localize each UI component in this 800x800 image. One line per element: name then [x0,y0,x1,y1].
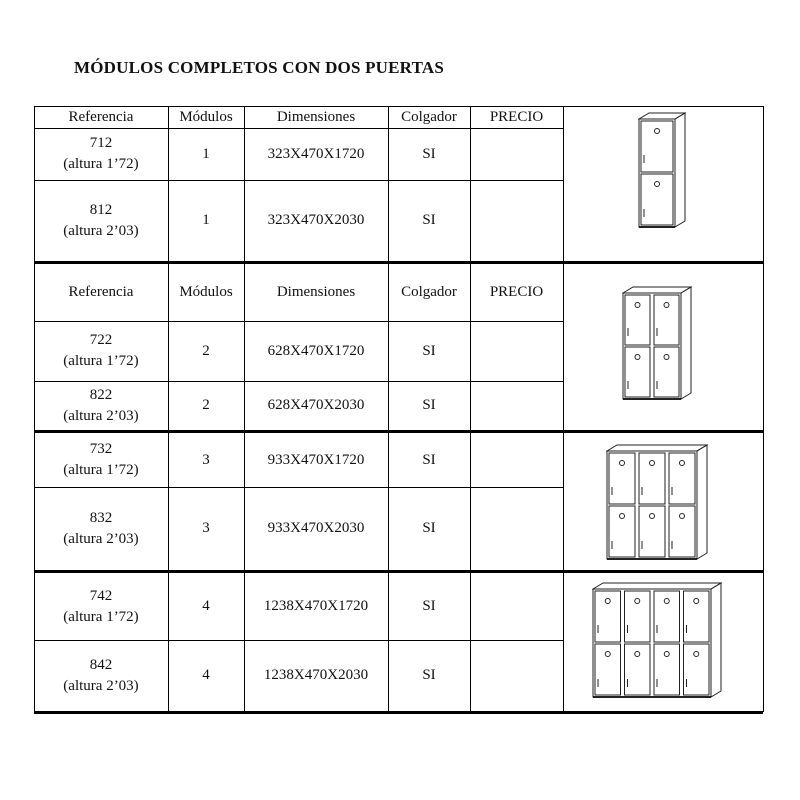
dimensions-value: 933X470X1720 [267,451,365,468]
header-label: PRECIO [489,284,544,300]
price-cell [470,128,563,180]
price-cell [470,640,563,711]
dimensions-cell [244,180,388,261]
dimensions-value: 933X470X2030 [267,520,365,536]
hanger-value: SI [422,598,436,614]
header-label: Dimensiones [276,284,356,300]
header-label: Referencia [68,284,134,300]
locker-1-module-icon [638,112,686,230]
reference-code: 742 [89,587,113,604]
hanger-cell [388,128,470,180]
hanger-value: SI [422,212,436,228]
hanger-cell [388,180,470,261]
dimensions-cell [244,433,388,487]
reference-height: (altura 1’72) [63,462,139,478]
dimensions-value: 1238X470X1720 [263,598,369,614]
locker-2-module-icon [622,286,692,402]
modules-value: 4 [202,598,210,614]
hanger-value: SI [422,145,436,162]
column-header [388,264,470,321]
dimensions-cell [244,640,388,711]
dimensions-value: 323X470X2030 [267,212,365,228]
modules-cell [168,381,244,430]
reference-code: 842 [89,656,113,673]
reference-cell [34,573,168,640]
reference-height: (altura 1’72) [63,353,139,369]
reference-height: (altura 2’03) [63,530,139,547]
dimensions-value: 1238X470X2030 [263,667,369,683]
hanger-value: SI [422,342,436,359]
hanger-cell [388,321,470,381]
reference-cell [34,180,168,261]
column-header [168,107,244,128]
hanger-value: SI [422,397,436,413]
header-label: Dimensiones [276,109,356,125]
modules-value: 1 [202,212,210,228]
modules-value: 2 [202,397,210,413]
reference-code: 722 [89,332,113,348]
price-cell [470,573,563,640]
reference-code: 732 [89,441,113,457]
reference-code: 832 [89,509,113,526]
locker-3-module-icon [606,444,708,562]
hanger-value: SI [422,667,436,683]
column-header [34,107,168,128]
dimensions-cell [244,381,388,430]
hanger-cell [388,640,470,711]
price-cell [470,487,563,570]
table-rule [763,106,764,712]
modules-value: 4 [202,667,210,683]
hanger-value: SI [422,451,436,468]
modules-value: 2 [202,342,210,359]
modules-cell [168,321,244,381]
header-label: Colgador [401,109,457,125]
hanger-cell [388,487,470,570]
reference-height: (altura 1’72) [63,156,139,172]
price-cell [470,433,563,487]
price-cell [470,180,563,261]
modules-cell [168,433,244,487]
price-cell [470,381,563,430]
dimensions-cell [244,487,388,570]
dimensions-cell [244,573,388,640]
dimensions-cell [244,128,388,180]
price-cell [470,321,563,381]
reference-cell [34,128,168,180]
dimensions-value: 628X470X1720 [267,342,365,359]
modules-cell [168,180,244,261]
reference-height: (altura 2’03) [63,677,139,694]
reference-cell [34,381,168,430]
reference-height: (altura 2’03) [63,222,139,239]
table-rule [563,106,564,712]
header-label: PRECIO [489,109,544,125]
modules-value: 3 [202,520,210,536]
header-label: Colgador [401,284,457,300]
reference-cell [34,321,168,381]
column-header [244,264,388,321]
hanger-cell [388,381,470,430]
reference-cell [34,433,168,487]
column-header [388,107,470,128]
locker-4-module-icon [592,582,722,700]
column-header [34,264,168,321]
reference-cell [34,640,168,711]
hanger-cell [388,433,470,487]
column-header [470,107,563,128]
page-title: MÓDULOS COMPLETOS CON DOS PUERTAS [74,58,444,77]
reference-code: 822 [89,386,113,403]
modules-cell [168,573,244,640]
column-header [470,264,563,321]
column-header [168,264,244,321]
reference-height: (altura 1’72) [63,608,139,625]
reference-code: 712 [89,135,113,151]
header-label: Módulos [179,284,233,300]
header-label: Referencia [68,109,134,125]
hanger-cell [388,573,470,640]
dimensions-value: 628X470X2030 [267,397,365,413]
column-header [244,107,388,128]
modules-value: 1 [202,145,210,162]
reference-cell [34,487,168,570]
reference-height: (altura 2’03) [63,407,139,424]
modules-cell [168,640,244,711]
modules-cell [168,128,244,180]
modules-cell [168,487,244,570]
hanger-value: SI [422,520,436,536]
table-rule [34,711,763,714]
reference-code: 812 [89,201,113,218]
dimensions-value: 323X470X1720 [267,145,365,162]
header-label: Módulos [179,109,233,125]
modules-value: 3 [202,451,210,468]
dimensions-cell [244,321,388,381]
